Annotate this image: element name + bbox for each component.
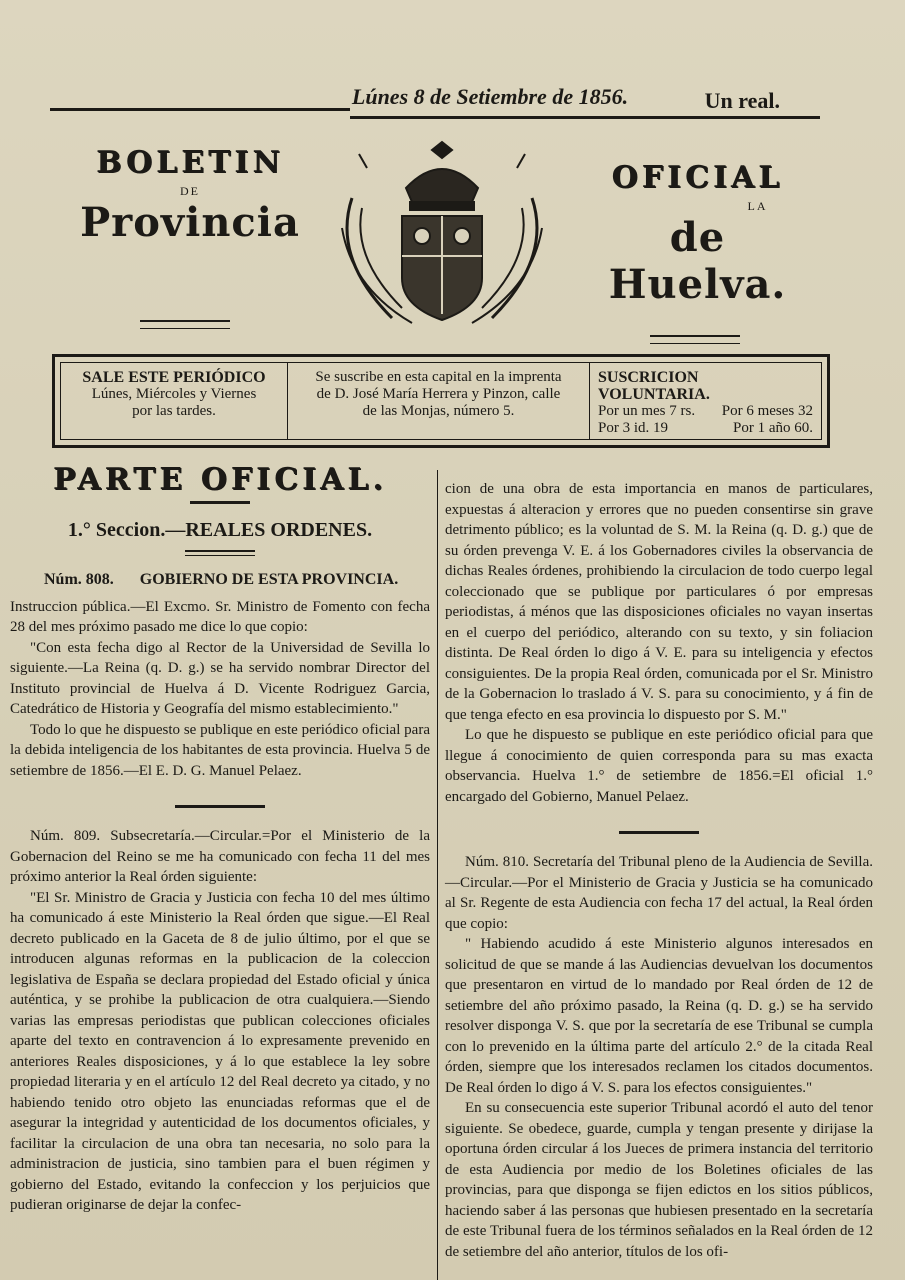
top-rule [50, 108, 350, 111]
title-provincia: Provincia [80, 199, 300, 246]
notice-810-para-1: Núm. 810. Secretaría del Tribunal pleno de la Audiencia de Sevilla.—Circular.—Por el Ministerio de Gracia y Justicia se ha comunicado al Sr. Regente de esta Audiencia con fecha 17 del actual, la Real órden que copio: [445, 854, 873, 932]
notice-separator-right [619, 831, 699, 834]
right-column [445, 479, 873, 1262]
date-rule [350, 116, 820, 119]
notice-809-para-2: "El Sr. Ministro de Gracia y Justicia con fecha 10 del mes último ha comunicado á este Ministerio la Real órden que sigue.—El Real decreto publicado en la Gaceta de 8 de julio último, por el que se introducen algunas reformas en la publicacion de la coleccion legislativa de España se declara propiedad del Estado oficial y única auténtica, y se prohibe la publicacion de otra cualquiera.—Siendo varias las empresas periodistas que publican colecciones oficiales aparte del texto en contravencion á lo expresamente prevenido en anteriores Reales disposiciones, y á lo que establece la ley sobre propiedad literaria y en el artículo 12 del Real decreto ya citado, y no habiendo tenido otro objeto las enunciadas reformas que el de asegurar la integridad y autenticidad de los documentos oficiales, y facilitar la circulacion de una obra tan necesaria, no solo para la administracion de justicia, sino tambien para el buen régimen y gobierno del Estado, evitando la confeccion y los perjuicios que pudieran originarse de dejar la confec- [10, 889, 430, 1213]
subscription-box [52, 354, 830, 448]
parte-oficial-heading: PARTE OFICIAL. [53, 462, 387, 497]
notice-809-closing: Lo que he dispuesto se publique en este periódico oficial para que llegue á conocimiento de quien corresponda para su mas exacta observancia. Huelva 1.° de setiembre de 1856.=El oficial 1.° encargado del Gobierno, Manuel Pelaez. [445, 727, 873, 805]
rates-title: SUSCRICION VOLUNTARIA. [598, 369, 710, 403]
notice-separator [175, 805, 265, 808]
publication-schedule [61, 363, 288, 439]
notice-808-para-1: Instruccion pública.—El Excmo. Sr. Ministro de Fomento con fecha 28 del mes próximo pasado me dice lo que copio: [10, 598, 430, 635]
title-de: DE [180, 184, 200, 198]
address-line-3: de las Monjas, número 5. [362, 403, 515, 419]
issue-price: Un real. [704, 88, 780, 113]
rate-one-month: Por un mes 7 rs. [598, 403, 696, 419]
notice-808-heading [44, 570, 430, 591]
schedule-days: Lúnes, Miércoles y Viernes [91, 386, 257, 402]
section-ornament [185, 550, 255, 556]
ornament-rule-right [650, 335, 740, 344]
rate-one-year: Por 1 año 60. [733, 420, 813, 436]
column-divider [437, 470, 438, 1280]
notice-810-para-3: En su consecuencia este superior Tribunal acordó el auto del tenor siguiente. Se obedece, guarde, cumpla y tengan presente y dirijase la oportuna órden circular á los Jueces de primera instancia del territorio de esta Audiencia por medio de los Boletines oficiales de las provincias, para que disponga se fijen edictos en los sitios públicos, haciendo saber á las personas que hubiesen presentado en la secretaría de este Tribunal fuera de los términos señalados en la Real órden de 12 de setiembre del año anterior, títulos de los ofi- [445, 1100, 873, 1260]
title-huelva: de Huelva. [608, 214, 787, 308]
notice-810-para-2: " Habiendo acudido á este Ministerio algunos interesados en solicitud de que se mande á las Audiencias devuelvan los documentos que presentaron en virtud de lo mandado por Real órden de 12 de setiembre del año próximo pasado, la Reina (q. D. g.) se ha servido resolver disponga V. S. que por la secretaría de ese Tribunal se cumpla con lo prevenido en la última parte del artículo 2.° de la citada Real órden, siempre que los interesados reclamen los citados documentos. De Real órden lo digo á V. S. para los efectos consiguientes." [445, 936, 873, 1096]
notice-808-title: GOBIERNO DE ESTA PROVINCIA. [139, 571, 399, 588]
royal-coat-of-arms [322, 138, 562, 333]
left-column [10, 462, 430, 1216]
schedule-time: por las tardes. [132, 403, 216, 419]
rate-three-months: Por 3 id. 19 [598, 420, 669, 436]
schedule-title: SALE ESTE PERIÓDICO [82, 369, 266, 386]
subscription-rates [590, 363, 821, 439]
rate-six-months: Por 6 meses 32 [721, 403, 813, 419]
notice-808-number: Núm. 808. [44, 571, 114, 588]
masthead-left [80, 145, 300, 246]
heading-rule [190, 501, 250, 504]
notice-808-para-3: Todo lo que he dispuesto se publique en este periódico oficial para la debida inteligencia de los habitantes de esta provincia. Huelva 5 de setiembre de 1856.—El E. D. G. Manuel Pelaez. [10, 721, 430, 779]
notice-808-para-2: "Con esta fecha digo al Rector de la Universidad de Sevilla lo siguiente.—La Reina (q. D. g.) se ha servido nombrar Director del Instituto provincial de Huelva á D. Vicente Rodriguez Garcia, Catedrático de Historia y Geografía del mismo establecimiento." [10, 639, 430, 717]
ornament-rule-left [140, 320, 230, 329]
masthead-right [585, 160, 810, 308]
notice-809-continuation: cion de una obra de esta importancia en manos de particulares, expuestas á alteracion y errores que no pueden consentirse sin grave detrimento público; es la voluntad de S. M. la Reina (q. D. g.) que de su órden prevenga V. E. á los Gobernadores civiles la observancia de dichas Reales órdenes, prohibiendo la circulacion de todo cuerpo legal coleccionado que se publique por particulares ó por empresas periodistas, á ménos que las disposiciones oficiales no vayan insertas en el cuerpo del periódico, alterando con su texto, y sin foliacion distinta. De Real órden lo digo á V. E. para su inteligencia y efectos consiguientes. De la propia Real órden, comunicada por el Sr. Ministro de la Gobernacion lo traslado á V. S. para su conocimiento, y á fin de que tenga efecto en esa provincia lo dispuesto por S. M." [445, 481, 873, 723]
notice-809-para-1: Núm. 809. Subsecretaría.—Circular.=Por el Ministerio de la Gobernacion del Reino se me ha comunicado con fecha 11 del mes próximo anterior la Real órden siguiente: [10, 828, 430, 885]
issue-date: Lúnes 8 de Setiembre de 1856. [351, 84, 629, 109]
title-oficial: OFICIAL [611, 160, 784, 195]
address-line-2: de D. José María Herrera y Pinzon, calle [316, 386, 561, 402]
subscription-address [288, 363, 590, 439]
title-boletin: BOLETIN [96, 145, 284, 180]
address-line-1: Se suscribe en esta capital en la imprenta [315, 369, 562, 385]
section-heading: 1.° Seccion.—REALES ORDENES. [67, 518, 373, 541]
dateline [50, 82, 820, 122]
title-la: LA [747, 199, 768, 213]
